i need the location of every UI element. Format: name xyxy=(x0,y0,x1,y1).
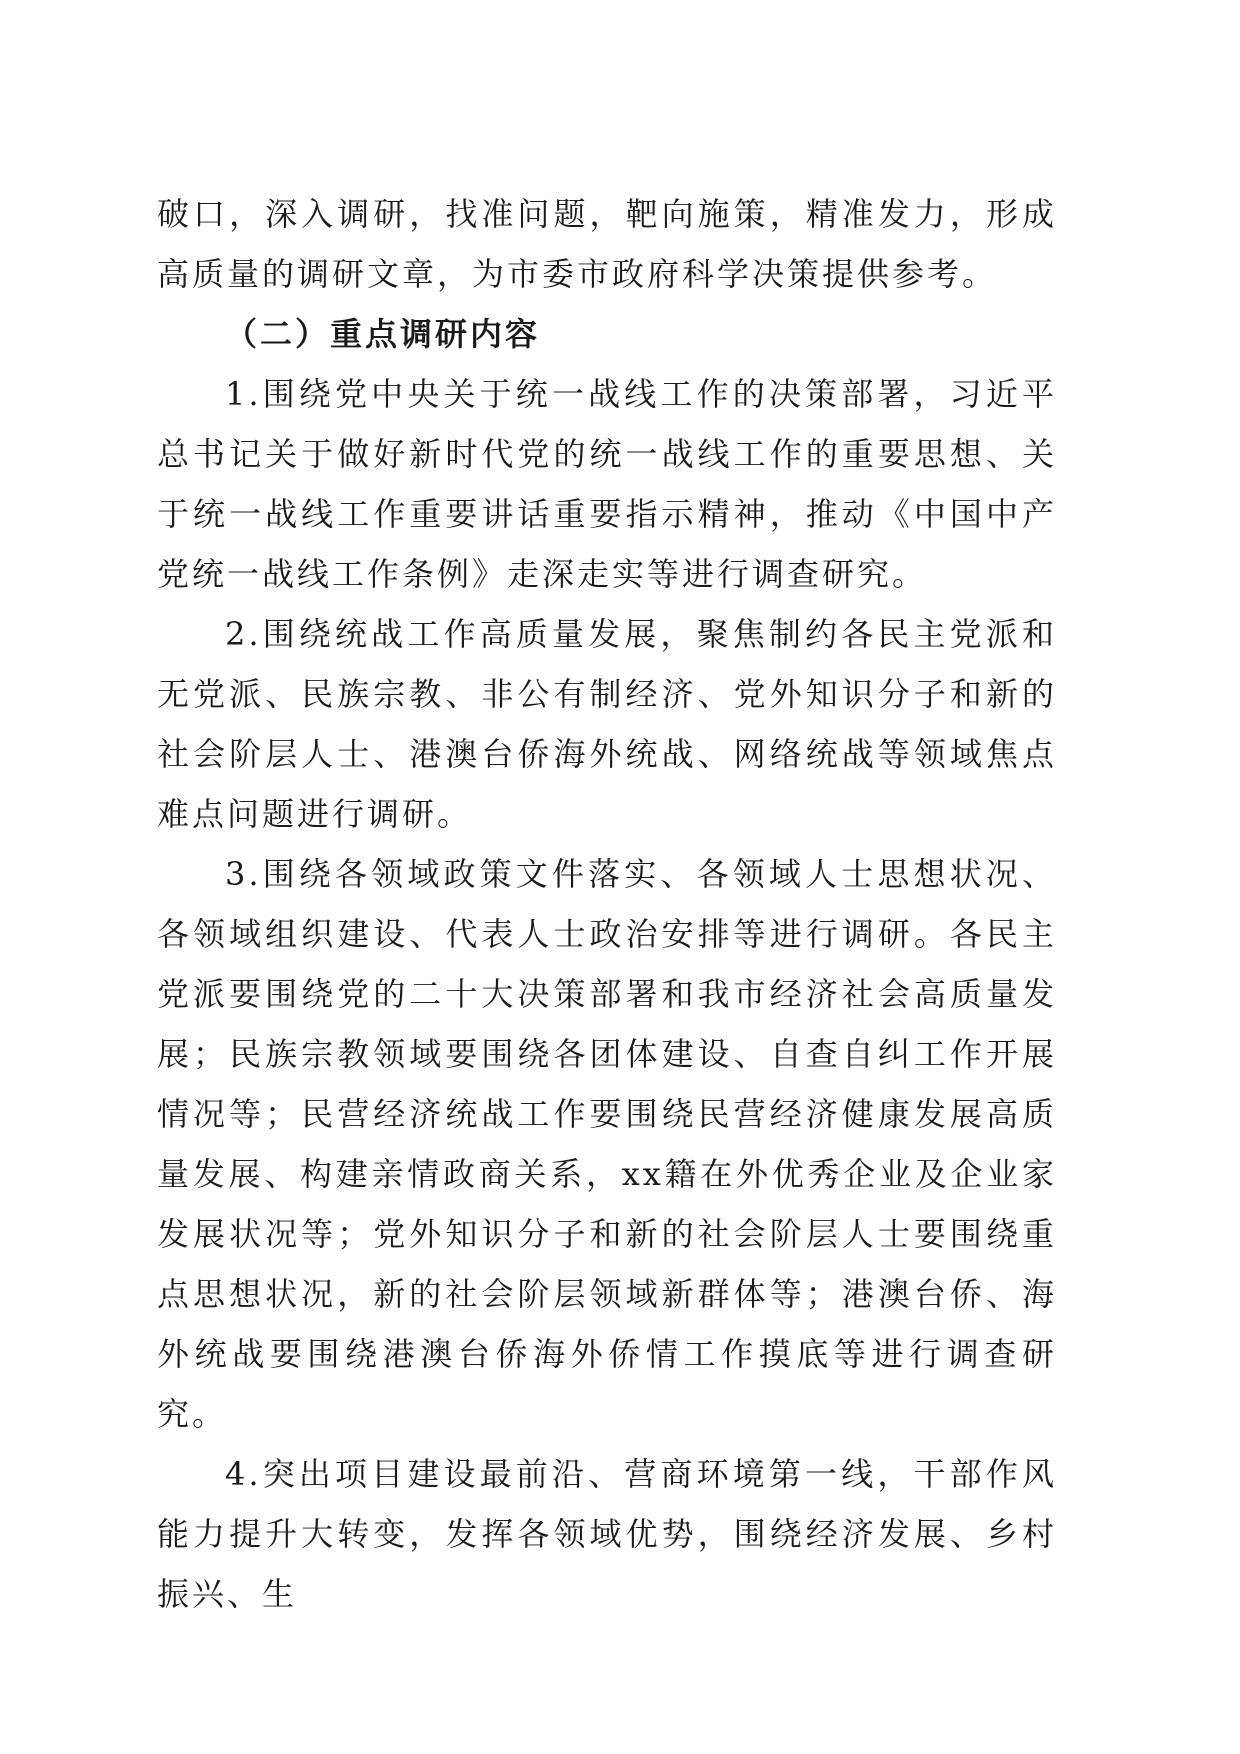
section-heading: （二）重点调研内容 xyxy=(225,315,541,353)
list-item-4: 4.突出项目建设最前沿、营商环境第一线，干部作风能力提升大转变，发挥各领域优势，围绕经济发展、乡村振兴、生 xyxy=(157,1455,1057,1613)
continuation-paragraph: 破口，深入调研，找准问题，靶向施策，精准发力，形成高质量的调研文章，为市委市政府科学决策提供参考。 xyxy=(157,195,1057,293)
list-item-2: 2.围绕统战工作高质量发展，聚焦制约各民主党派和无党派、民族宗教、非公有制经济、党外知识分子和新的社会阶层人士、港澳台侨海外统战、网络统战等领域焦点难点问题进行调研。 xyxy=(157,615,1057,833)
list-item-3: 3.围绕各领域政策文件落实、各领域人士思想状况、各领域组织建设、代表人士政治安排等进行调研。各民主党派要围绕党的二十大决策部署和我市经济社会高质量发展；民族宗教领域要围绕各团体建设、自查自纠工作开展情况等；民营经济统战工作要围绕民营经济健康发展高质量发展、构建亲情政商关系，xx籍在外优秀企业及企业家发展状况等；党外知识分子和新的社会阶层人士要围绕重点思想状况，新的社会阶层领域新群体等；港澳台侨、海外统战要围绕港澳台侨海外侨情工作摸底等进行调查研究。 xyxy=(157,855,1057,1433)
list-item-1: 1.围绕党中央关于统一战线工作的决策部署，习近平总书记关于做好新时代党的统一战线工作的重要思想、关于统一战线工作重要讲话重要指示精神，推动《中国中产党统一战线工作条例》走深走实等进行调查研究。 xyxy=(157,375,1057,593)
document-body xyxy=(157,184,1057,1624)
